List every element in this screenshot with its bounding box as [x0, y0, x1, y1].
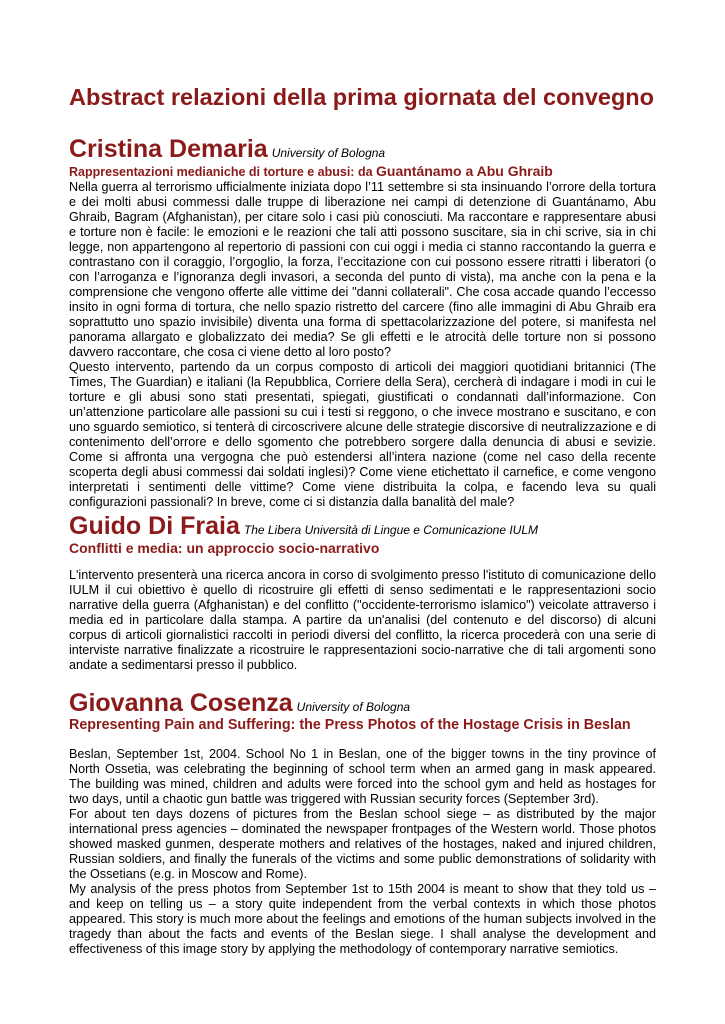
abstract-paragraph: Beslan, September 1st, 2004. School No 1 in Beslan, one of the bigger towns in the tiny province of North Ossetia, was celebrating the beginning of school term when an armed gang in mask appeared. The building was mined, children and adults were forced into the school gym and held as hostages for two days, until a chaotic gun battle was triggered with Russian security forces (September 3rd). [69, 747, 656, 806]
author-affiliation: University of Bologna [296, 700, 411, 714]
author-name: Guido Di Fraia [69, 512, 240, 540]
abstract-paragraph: Nella guerra al terrorismo ufficialmente iniziata dopo l’11 settembre si sta insinuando l’orrore della tortura e dei molti abusi commessi dalle truppe di liberazione nei campi di detenzione di Guantánamo, Abu Ghraib, Bagram (Afghanistan), per citare solo i casi più conosciuti. Ma raccontare e rappresentare abusi e torture non è facile: le emozioni e le reazioni che tali atti possono suscitare, sia in chi scrive, sia in chi legge, non appartengono al repertorio di passioni con cui oggi i media ci stanno raccontando la guerra e contrastano con il coraggio, l’orgoglio, la forza, l’eccitazione con cui possono essere ritratti i liberatori (o con l’arroganza e l’ignoranza degli invasori, a seconda del punto di vista), ma anche con la pena e la comprensione che vengono offerte alle vittime dei "danni collaterali". Che cosa accade quando l’eccesso insito in ogni forma di tortura, che nello spazio ristretto del carcere (fino alle immagini di Abu Ghraib era soprattutto uno spazio invisibile) diventa una forma di spettacolarizzazione del potere, si manifesta nel panorama allargato e globalizzato dei media? Se gli effetti e le atrocità delle torture non si possono davvero raccontare, che cosa ci viene detto al loro posto? [69, 180, 656, 359]
abstract-paragraph: Questo intervento, partendo da un corpus composto di articoli dei maggiori quotidiani britannici (The Times, The Guardian) e italiani (la Repubblica, Corriere della Sera), cercherà di indagare i modi in cui le torture e gli abusi sono stati presentati, spiegati, giustificati o condannati dall’informazione. Con un’attenzione particolare alle passioni su cui i testi si reggono, o che invece mostrano e suscitano, e con uno sguardo semiotico, si tenterà di circoscrivere alcune delle strategie discorsive di neutralizzazione e di contenimento dell’orrore e dello sgomento che potrebbero sorgere dalla denuncia di abusi e sevizie. Come si affronta una vergogna che può estendersi all’intera nazione (come nel caso della recente scoperta degli abusi commessi dai soldati inglesi)? Come viene etichettato il carnefice, e come vengono interpretati i sentimenti delle vittime? Come viene distribuita la colpa, e facendo leva su quali configurazioni passionali? In breve, come ci si distanzia dalla banalità del male? [69, 360, 656, 509]
author-affiliation: University of Bologna [271, 146, 386, 160]
abstract-paragraph: For about ten days dozens of pictures from the Beslan school siege – as distributed by the major international press agencies – dominated the newspaper frontpages of the Western world. Those photos showed masked gunmen, desperate mothers and relatives of the hostages, naked and injured children, Russian soldiers, and finally the funerals of the victims and some public demonstrations of solidarity with the Ossetians (e.g. in Moscow and Rome). [69, 807, 656, 881]
author-heading-di-fraia [69, 514, 538, 539]
abstract-paragraph: My analysis of the press photos from September 1st to 15th 2004 is meant to show that they told us – and keep on telling us – a story quite independent from the verbal contexts in which those photos appeared. This story is much more about the feelings and emotions of the human subjects involved in the tragedy than about the facts and events of the Beslan siege. I shall analyse the development and effectiveness of this image story by applying the methodology of contemporary narrative semiotics. [69, 882, 656, 956]
author-affiliation: The Libera Università di Lingue e Comunicazione IULM [243, 523, 539, 537]
abstract-paragraph: L'intervento presenterà una ricerca ancora in corso di svolgimento presso l'istituto di comunicazione dello IULM il cui obiettivo è quello di ricostruire gli effetti di senso sedimentati e le rappresentazioni socio narrative della guerra (Afghanistan) e del conflitto ("occidente-terrorismo islamico") veicolate attraverso i media ed in particolare dalla stampa. A partire da un'analisi (del contenuto e del discorso) di alcuni corpus di articoli giornalistici raccolti in periodi diversi del conflitto, la ricerca procederà con una serie di interviste narrative finalizzate a ricostruire le rappresentazioni socio-narrative che di tali argomenti sono andate a sedimentarsi presso il pubblico. [69, 568, 656, 672]
document-title: Abstract relazioni della prima giornata del convegno [69, 84, 655, 110]
author-heading-demaria [69, 137, 385, 162]
abstract-body [69, 180, 656, 510]
abstract-body [69, 568, 656, 673]
author-name: Cristina Demaria [69, 135, 268, 163]
author-heading-cosenza [69, 691, 410, 716]
talk-title [69, 163, 553, 179]
talk-title: Representing Pain and Suffering: the Press Photos of the Hostage Crisis in Beslan [69, 717, 631, 733]
abstract-body [69, 747, 656, 957]
author-name: Giovanna Cosenza [69, 689, 293, 717]
talk-title-part: Guantánamo a Abu Ghraib [376, 163, 553, 179]
talk-title: Conflitti e media: un approccio socio-narrativo [69, 540, 380, 556]
talk-title-part: Rappresentazioni medianiche di torture e abusi: da [69, 165, 377, 179]
